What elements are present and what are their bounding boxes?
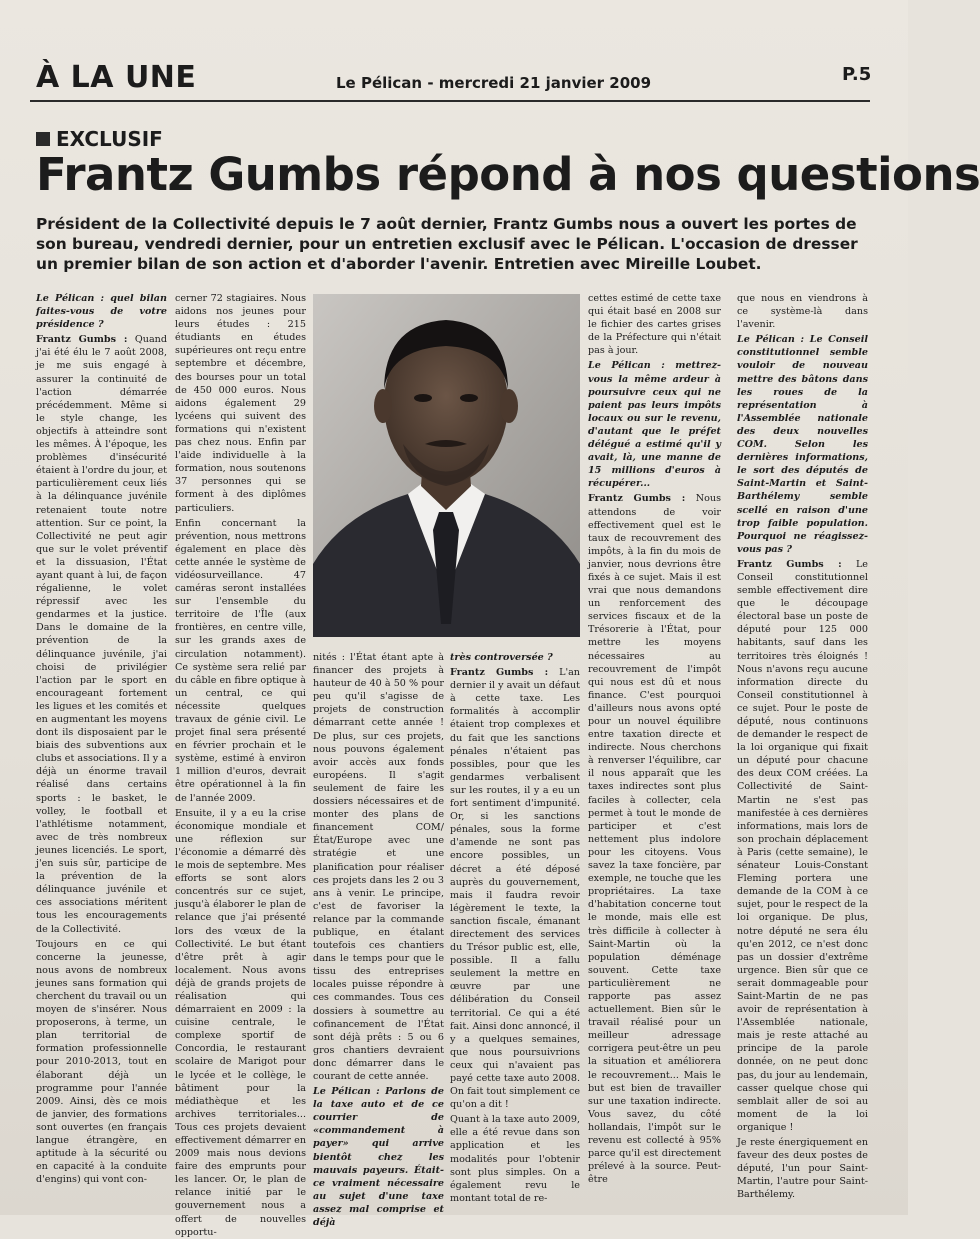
answer-paragraph: que nous en viendrons à ce système-là dans l'avenir.	[737, 293, 868, 331]
portrait-illustration	[313, 294, 580, 637]
answer-text: Le Conseil constitutionnel semble effectivement dire que le découpage électoral base un poste de député pour 125 000 habitants, sauf dans les territoires très éloignés ! Nous n'avons reçu aucune information directe du Conseil constitutionnel à ce sujet. Pour le poste de député, nous continuons de demander le respect de la loi organique qui fixait un député pour chacune des deux COM créées. La Collectivité de Saint-Martin ne s'est pas manifestée à ces dernières informations, mais lors de son prochain déplacement à Paris (cette semaine), le sénateur Louis-Constant Fleming portera une demande de la COM à ce sujet, pour le respect de la loi organique. De plus, notre député ne sera élu qu'en 2012, ce n'est donc pas un dossier d'extrême urgence. Bien sûr que ce serait dommageable pour Saint-Martin de ne pas avoir de représentation à l'Assemblée nationale, mais je reste attaché au principe de la parole donnée, on ne peut donc pas, du jour au lendemain, casser quelque chose qui semblait aller de soi au moment de la loi organique !	[737, 558, 868, 1133]
answer-paragraph: Enfin concernant la prévention, nous mettrons également en place dès cette année le système de vidéosurveillance. 47 caméras seront installées sur l'ensemble du territoire de l'Île (aux frontières, en centre ville, sur les grands axes de circulation notamment). Ce système sera relié par du câble en fibre optique à un central, ce qui nécessite quelques travaux de génie civil. Le projet final sera présenté en février prochain et le système, estimé à environ 1 million d'euros, devrait être opérationnel à la fin de l'année 2009.	[175, 517, 306, 804]
lead-paragraph: Président de la Collectivité depuis le 7 août dernier, Frantz Gumbs nous a ouvert les portes de son bureau, vendredi dernier, pour un entretien exclusif avec le Pélican. L'occasion de dresser un premier bilan de son action et d'aborder l'avenir. Entretien avec Mireille Loubet.	[36, 215, 858, 273]
article-column-5	[588, 292, 721, 1184]
portrait-photo	[313, 294, 580, 637]
answer-text: Quand j'ai été élu le 7 août 2008, je me suis engagé à assurer la continuité de l'action démarrée précédemment. Même si le style change, les objectifs à atteindre sont les mêmes. À l'époque, les problèmes d'insécurité étaient à l'ordre du jour, et particulièrement ceux liés à la délinquance juvénile retenaient toute notre attention. Sur ce point, la Collectivité ne peut agir que sur le volet préventif et la dissuasion, l'État ayant quant à lui, de façon régalienne, le volet répressif avec les gendarmes et la justice. Dans le domaine de la prévention de la délinquance juvénile, j'ai choisi de privilégier l'action par le sport en encourageant fortement les ligues et les comités et en augmentant les moyens dont ils disposaient par le biais des subventions aux clubs et associations. Il y a déjà un énorme travail réalisé dans certains sports : le basket, le volley, le football et l'athlétisme notamment, avec de très nombreux jeunes licenciés. Le sport, j'en suis sûr, participe de la prévention de la délinquance juvénile et ces associations méritent tous les encouragements de la Collectivité.	[36, 334, 167, 935]
question: Le Pélican : Le Conseil constitutionnel semble vouloir de nouveau mettre des bâtons dans les roues de la représentation à l'Assemblée nationale des deux nouvelles COM. Selon les dernières informations, le sort des députés de Saint-Martin et Saint-Barthélemy semble scellé en raison d'une trop faible population. Pourquoi ne réagissez-vous pas ?	[737, 334, 868, 555]
publication-dateline: Le Pélican - mercredi 21 janvier 2009	[336, 74, 652, 92]
kicker-square-icon	[36, 132, 50, 146]
article-column-6	[737, 292, 868, 1201]
question: Le Pélican : Parlons de la taxe auto et de ce courrier de «commandement à payer» qui arrive bientôt chez les mauvais payeurs. Était-ce vraiment nécessaire au sujet d'une taxe assez mal comprise et déjà	[313, 1086, 444, 1229]
speaker-label: Frantz Gumbs :	[36, 334, 128, 346]
answer-paragraph: Ensuite, il y a eu la crise économique mondiale et une réflexion sur l'économie a démarré dès le mois de septembre. Mes efforts se sont alors concentrés sur ce sujet, jusqu'à élaborer le plan de relance que j'ai présenté lors des vœux de la Collectivité. Le but étant d'être prêt à agir localement. Nous avons déjà de grands projets de réalisation qui démarraient en 2009 : la cuisine centrale, le complexe sportif de Concordia, le restaurant scolaire de Marigot pour le lycée et le collège, le bâtiment pour la médiathèque et les archives territoriales... Tous ces projets devaient effectivement démarrer en 2009 mais nous devions faire des emprunts pour les lancer. Or, le plan de relance initié par le gouvernement nous a offert de nouvelles opportu-	[175, 807, 306, 1238]
question: Le Pélican : quel bilan faites-vous de votre présidence ?	[36, 293, 167, 331]
speaker-label: Frantz Gumbs :	[450, 667, 549, 679]
answer-paragraph: Je reste énergiquement en faveur des deux postes de député, l'un pour Saint-Martin, l'autre pour Saint-Barthélemy.	[737, 1137, 868, 1201]
article-column-2	[175, 292, 306, 1238]
answer-paragraph: cettes estimé de cette taxe qui était basé en 2008 sur le fichier des cartes grises de la Préfecture qui n'était pas à jour.	[588, 293, 721, 357]
answer-paragraph	[588, 492, 721, 1186]
answer-paragraph: cerner 72 stagiaires. Nous aidons nos jeunes pour leurs études : 215 étudiants en études supérieures ont reçu entre septembre et décembre, des bourses pour un total de 450 000 euros. Nous aidons également 29 lycéens qui suivent des formations qui n'existent pas chez nous. Enfin par l'aide individuelle à la formation, nous soutenons 37 personnes qui se forment à des diplômes particuliers.	[175, 293, 306, 514]
speaker-label: Frantz Gumbs :	[588, 493, 686, 505]
answer-paragraph: Quant à la taxe auto 2009, elle a été revue dans son application et les modalités pour l'obtenir sont plus simples. On a également revu le montant total de re-	[450, 1114, 580, 1204]
answer-text: Nous attendons de voir effectivement quel est le taux de recouvrement des impôts, à la fin du mois de janvier, nous devrions être fixés à ce sujet. Mais il est vrai que nous demandons un renforcement des services fiscaux et de la Trésorerie à l'État, pour mettre les moyens nécessaires au recouvrement de l'impôt qui nous est dû et nous finance. C'est pourquoi d'ailleurs nous avons opté pour un nouvel équilibre entre taxation directe et indirecte. Nous cherchons à renverser l'équilibre, car il nous apparaît que les taxes indirectes sont plus faciles à collecter, cela permet à tout le monde de participer et c'est nettement plus indolore pour les citoyens. Vous savez la taxe foncière, par exemple, ne touche que les propriétaires. La taxe d'habitation concerne tout le monde, mais elle est très difficile à collecter à Saint-Martin où la population déménage souvent. Cette taxe particulièrement ne rapporte pas assez actuellement. Bien sûr le travail réalisé pour un meilleur adressage corrigera peut-être un peu la situation et améliorera le recouvrement... Mais le but est bien de travailler sur une taxation indirecte. Vous savez, du côté hollandais, l'impôt sur le revenu est collecté à 95% parce qu'il est directement prélevé à la source. Peut-être	[588, 493, 721, 1186]
answer-paragraph: nités : l'État étant apte à financer des projets à hauteur de 40 à 50 % pour peu qu'il s'agisse de projets de construction démarrant cette année ! De plus, sur ces projets, nous pouvons également avoir accès aux fonds européens. Il s'agit seulement de faire les dossiers nécessaires et de monter des plans de financement COM/État/Europe avec une stratégie et une planification pour réaliser ces projets dans les 2 ou 3 ans à venir. Le principe, c'est de favoriser la relance par la commande publique, en étalant toutefois ces chantiers dans le temps pour que le tissu des entreprises locales puisse répondre à ces commandes. Tous ces dossiers à soumettre au cofinancement de l'État sont déjà prêts : 5 ou 6 gros chantiers devraient donc démarrer dans le courant de cette année.	[313, 652, 444, 1082]
article-column-4	[450, 651, 580, 1204]
kicker-label: EXCLUSIF	[56, 127, 163, 151]
answer-paragraph	[36, 333, 167, 935]
answer-paragraph	[737, 558, 868, 1134]
headline: Frantz Gumbs répond à nos questions	[36, 148, 980, 201]
section-title: À LA UNE	[36, 60, 197, 95]
header-rule	[30, 100, 870, 102]
speaker-label: Frantz Gumbs :	[737, 558, 842, 570]
page-number: P.5	[842, 64, 872, 85]
question-ending: très controversée ?	[450, 652, 553, 663]
answer-paragraph: Toujours en ce qui concerne la jeunesse, nous avons de nombreux jeunes sans formation qui cherchent du travail ou un moyen de s'insérer. Nous proposerons, à terme, un plan territorial de formation professionnelle pour 2010-2013, tout en élaborant déjà un programme pour l'année 2009. Ainsi, dès ce mois de janvier, des formations sont ouvertes (en français langue étrangère, en aptitude à la sécurité ou en capacité à la conduite d'engins) qui vont con-	[36, 938, 167, 1186]
question: Le Pélican : mettrez-vous la même ardeur à poursuivre ceux qui ne paient pas leurs impôts locaux ou sur le revenu, d'autant que le préfet délégué a estimé qu'il y avait, là, une manne de 15 millions d'euros à récupérer...	[588, 360, 721, 490]
article-column-3	[313, 651, 444, 1229]
article-column-1	[36, 292, 167, 1184]
answer-paragraph	[450, 666, 580, 1111]
answer-text: L'an dernier il y avait un défaut à cette taxe. Les formalités à accomplir étaient trop complexes et du fait que les sanctions pénales n'étaient pas possibles, pour que les gendarmes verbalisent sur les routes, il y a eu un fort sentiment d'impunité. Or, si les sanctions pénales, sous la forme d'amende ne sont pas encore possibles, un décret a été déposé auprès du gouvernement, mais il faudra revoir légèrement le texte, la sanction fiscale, émanant directement des services du Trésor public est, elle, possible. Il a fallu seulement la mettre en œuvre par une délibération du Conseil territorial. Ce qui a été fait. Ainsi donc annoncé, il y a quelques semaines, que nous poursuivrions ceux qui n'avaient pas payé cette taxe auto 2008. On fait tout simplement ce qu'on a dit !	[450, 667, 580, 1111]
